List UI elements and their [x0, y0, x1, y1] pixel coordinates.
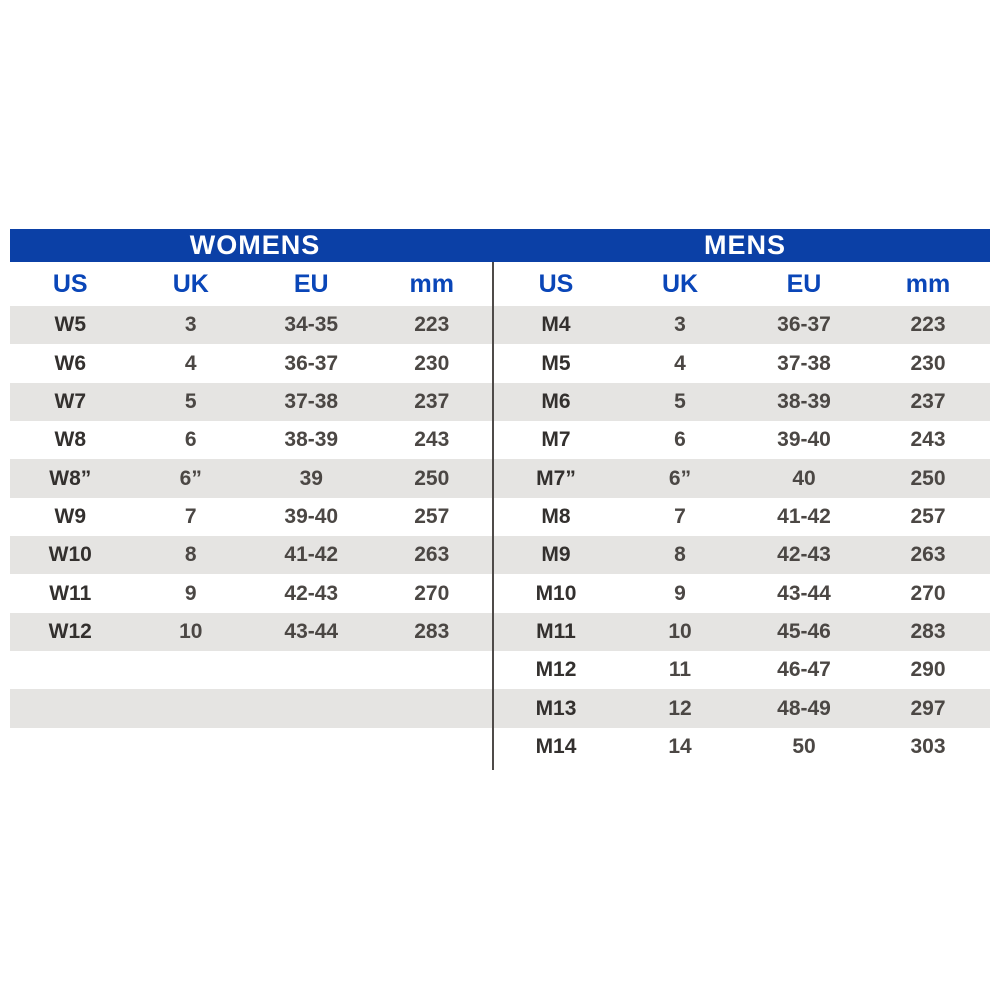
table-cell: M10 — [535, 581, 577, 605]
table-cell: 243 — [910, 428, 946, 452]
table-cell: 41-42 — [777, 504, 831, 528]
table-cell: 263 — [414, 543, 450, 567]
table-row — [494, 344, 990, 382]
table-cell: 270 — [910, 581, 946, 605]
table-cell: 37-38 — [284, 389, 339, 413]
table-cell: W6 — [54, 351, 86, 375]
table-row — [10, 536, 492, 574]
table-row — [494, 421, 990, 459]
table-cell: W8 — [54, 428, 86, 452]
table-cell: 45-46 — [777, 619, 831, 643]
table-cell — [10, 689, 131, 727]
table-cell: 6 — [184, 428, 197, 452]
table-row — [10, 344, 492, 382]
table-cell: 237 — [910, 389, 946, 413]
table-cell: 39-40 — [284, 504, 339, 528]
table-cell: W8” — [49, 466, 92, 490]
table-cell: M7” — [536, 466, 576, 490]
table-cell: M13 — [535, 696, 577, 720]
shoe-size-chart — [10, 229, 990, 766]
table-cell: 10 — [668, 619, 692, 643]
table-cell: 223 — [414, 313, 450, 337]
table-row — [10, 574, 492, 612]
table-cell: 36-37 — [777, 313, 831, 337]
womens-column-header-row — [10, 262, 492, 306]
table-cell: 8 — [184, 543, 197, 567]
table-cell: 243 — [414, 428, 450, 452]
table-cell: 43-44 — [284, 619, 339, 643]
table-row — [494, 651, 990, 689]
column-header-mm: mm — [905, 269, 951, 298]
table-cell: 230 — [910, 351, 946, 375]
womens-section-title: WOMENS — [189, 230, 321, 260]
table-cell: M7 — [541, 428, 571, 452]
table-cell: M11 — [536, 619, 576, 643]
table-cell — [372, 651, 493, 689]
table-cell: 38-39 — [777, 389, 831, 413]
table-row — [494, 574, 990, 612]
table-cell: 257 — [414, 504, 450, 528]
table-cell: 270 — [414, 581, 450, 605]
table-cell — [10, 728, 131, 766]
table-row — [494, 306, 990, 344]
column-header-eu: EU — [786, 269, 822, 298]
column-header-mm: mm — [409, 269, 454, 298]
table-row — [494, 459, 990, 497]
table-cell: 42-43 — [284, 581, 339, 605]
table-cell: 223 — [910, 313, 946, 337]
table-row — [10, 306, 492, 344]
table-cell — [372, 728, 493, 766]
table-cell: W11 — [49, 581, 92, 605]
table-cell: 9 — [674, 581, 686, 605]
table-cell: 40 — [792, 466, 816, 490]
table-cell: 36-37 — [284, 351, 339, 375]
table-row — [10, 459, 492, 497]
table-cell: M8 — [541, 504, 571, 528]
mens-table — [494, 262, 990, 766]
table-cell: 10 — [179, 619, 203, 643]
table-cell: 303 — [910, 734, 946, 758]
table-cell: 230 — [414, 351, 450, 375]
table-cell: 41-42 — [284, 543, 339, 567]
table-cell: 6 — [674, 428, 686, 452]
table-cell: 11 — [668, 658, 692, 682]
table-cell: M12 — [535, 658, 577, 682]
table-cell: 39-40 — [777, 428, 831, 452]
table-row — [494, 613, 990, 651]
section-divider-line — [492, 262, 494, 770]
table-cell: 250 — [414, 466, 450, 490]
table-cell: M14 — [535, 734, 577, 758]
table-row — [10, 728, 492, 766]
table-cell: M6 — [541, 389, 571, 413]
table-cell: 37-38 — [777, 351, 831, 375]
table-cell: 9 — [184, 581, 197, 605]
mens-column-header-row — [494, 262, 990, 306]
table-cell: W7 — [54, 389, 86, 413]
table-cell: 5 — [184, 389, 197, 413]
table-cell: 263 — [910, 543, 946, 567]
table-row — [494, 498, 990, 536]
table-row — [494, 536, 990, 574]
table-cell: 297 — [910, 696, 946, 720]
table-cell — [251, 689, 372, 727]
column-header-eu: EU — [293, 269, 329, 298]
table-cell: 43-44 — [777, 581, 831, 605]
table-cell: M9 — [541, 543, 571, 567]
table-cell: 8 — [674, 543, 686, 567]
table-cell: 290 — [910, 658, 946, 682]
table-row — [494, 728, 990, 766]
table-cell: W10 — [48, 543, 92, 567]
table-cell: 257 — [910, 504, 946, 528]
table-cell: M5 — [541, 351, 571, 375]
table-cell — [131, 728, 252, 766]
table-cell: 4 — [674, 351, 686, 375]
table-cell: W9 — [54, 504, 86, 528]
table-row — [10, 383, 492, 421]
table-cell — [131, 651, 252, 689]
table-cell: 38-39 — [284, 428, 339, 452]
table-cell: 3 — [674, 313, 686, 337]
table-cell: 7 — [674, 504, 686, 528]
table-cell — [251, 728, 372, 766]
table-cell: 39 — [299, 466, 323, 490]
table-row — [494, 383, 990, 421]
table-cell: 5 — [674, 389, 686, 413]
table-cell: W12 — [48, 619, 92, 643]
table-cell: 7 — [184, 504, 197, 528]
table-cell: 4 — [184, 351, 197, 375]
column-header-us: US — [538, 269, 574, 298]
table-cell: 6” — [179, 466, 202, 490]
table-cell: 3 — [184, 313, 197, 337]
table-cell — [372, 689, 493, 727]
table-cell: 46-47 — [777, 658, 831, 682]
table-row — [10, 689, 492, 727]
table-row — [10, 421, 492, 459]
table-cell — [131, 689, 252, 727]
chart-header-bar — [10, 229, 990, 262]
table-cell: 237 — [414, 389, 450, 413]
table-cell: 50 — [792, 734, 816, 758]
table-cell: 250 — [910, 466, 946, 490]
column-header-uk: UK — [661, 269, 699, 298]
table-cell: 48-49 — [777, 696, 831, 720]
table-cell: 283 — [414, 619, 450, 643]
column-header-us: US — [52, 269, 88, 298]
table-cell: 14 — [668, 734, 692, 758]
womens-table — [10, 262, 492, 766]
table-row — [10, 613, 492, 651]
table-cell: W5 — [54, 313, 86, 337]
tables-area — [10, 262, 990, 766]
table-cell: M4 — [541, 313, 571, 337]
mens-section-title: MENS — [703, 230, 786, 260]
table-cell: 6” — [668, 466, 692, 490]
table-row — [494, 689, 990, 727]
table-cell: 34-35 — [284, 313, 339, 337]
table-row — [10, 651, 492, 689]
table-cell — [10, 651, 131, 689]
table-cell: 12 — [668, 696, 692, 720]
table-cell: 283 — [910, 619, 946, 643]
table-row — [10, 498, 492, 536]
table-cell: 42-43 — [777, 543, 831, 567]
column-header-uk: UK — [172, 269, 209, 298]
table-cell — [251, 651, 372, 689]
